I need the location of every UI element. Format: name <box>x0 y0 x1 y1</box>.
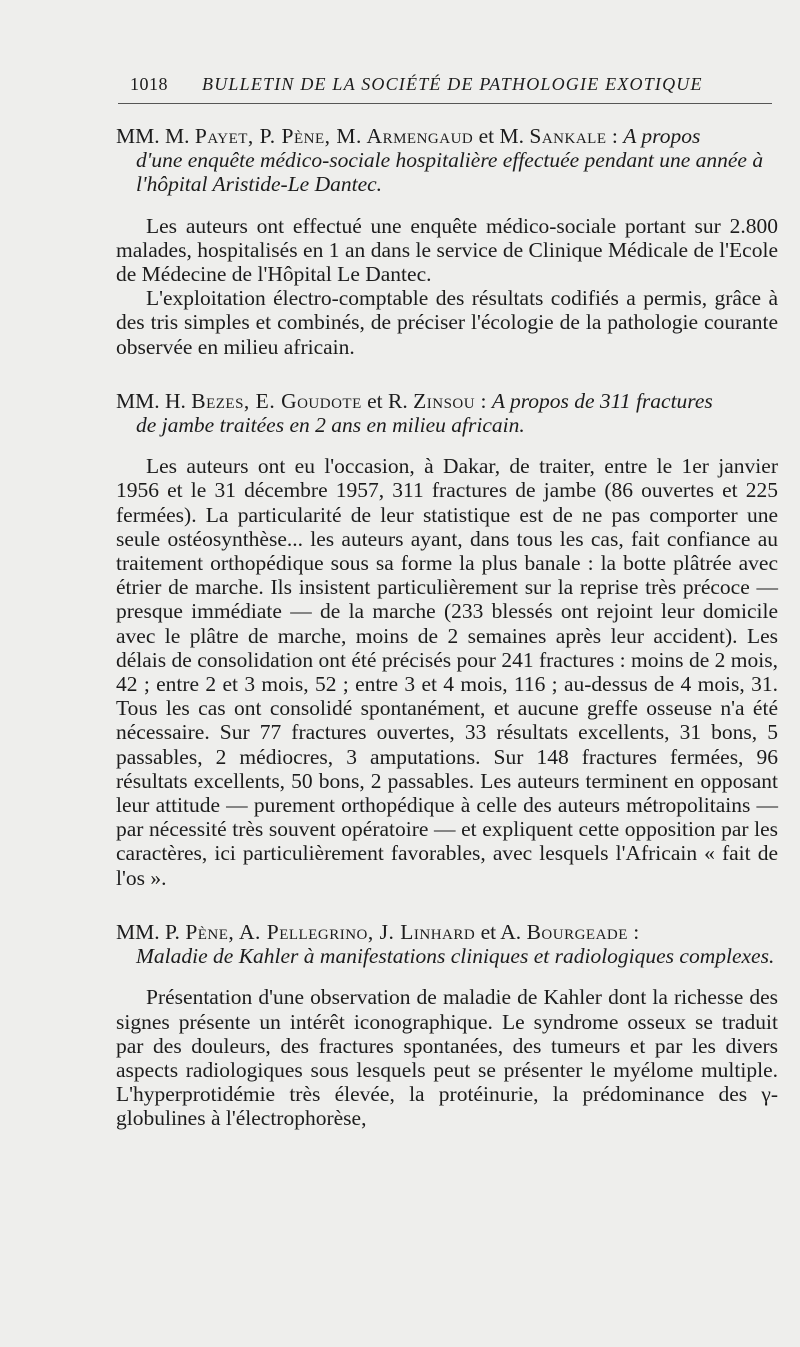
entry-title: d'une enquête médico-sociale hospitalière effectuée pendant une année à l'hôpital Aristide-Le Dantec. <box>136 148 764 197</box>
journal-title: BULLETIN DE LA SOCIÉTÉ DE PATHOLOGIE EXOTIQUE <box>202 74 703 94</box>
entry-heading <box>116 389 778 437</box>
spacer <box>116 359 778 389</box>
authors-mid: et M. <box>473 124 530 148</box>
abstract-paragraph: Présentation d'une observation de maladie de Kahler dont la richesse des signes présente un intérêt iconographique. Le syndrome osseux se traduit par des douleurs, des fractures spontanées, des tumeurs et par les divers aspects radiologiques sous lesquels peut se présenter le myélome multiple. L'hyperprotidémie très élevée, la protéinurie, la prédominance des γ-globulines à l'électrophorèse, <box>116 985 778 1131</box>
authors-last: Zinsou <box>413 388 476 413</box>
separator: : <box>475 388 492 413</box>
authors-names: Pène, A. Pellegrino, J. Linhard <box>185 919 476 944</box>
entry-title: de jambe traitées en 2 ans en milieu africain. <box>136 413 525 438</box>
abstract-paragraph: Les auteurs ont effectué une enquête médico-sociale portant sur 2.800 malades, hospitalisés en 1 an dans le service de Clinique Médicale de l'Ecole de Médecine de l'Hôpital Le Dantec. <box>116 213 778 287</box>
authors-mid: et A. <box>475 919 527 944</box>
authors-names: Payet, P. Pène, M. Armengaud <box>194 124 474 148</box>
entry-payet <box>116 124 778 359</box>
authors-mid: et R. <box>361 388 414 413</box>
title-lead: A propos de 311 fractures <box>491 388 713 413</box>
authors-last: Sankale <box>529 124 607 148</box>
authors-names: Bezes, E. Goudote <box>191 388 362 413</box>
authors-prefix: MM. M. <box>116 124 195 148</box>
abstract-paragraph: L'exploitation électro-comptable des résultats codifiés a permis, grâce à des tris simples et combinés, de préciser l'écologie de la pathologie courante observée en milieu africain. <box>116 286 778 359</box>
entry-heading <box>116 920 778 968</box>
authors-last: Bourgeade <box>526 919 628 944</box>
spacer <box>116 890 778 920</box>
authors-prefix: MM. P. <box>116 919 186 944</box>
abstract-paragraph: Les auteurs ont eu l'occasion, à Dakar, de traiter, entre le 1er janvier 1956 et le 31 décembre 1957, 311 fractures de jambe (86 ouvertes et 225 fermées). La particularité de leur statistique est de ne pas comporter une seule ostéosynthèse... les auteurs ayant, dans tous les cas, fait confiance au traitement orthopédique sous sa forme la plus banale : la botte plâtrée avec étrier de marche. Ils insistent particulièrement sur la reprise très précoce — presque immédiate — de la marche (233 blessés ont rejoint leur domicile avec le plâtre de marche, moins de 2 semaines après leur accident). Les délais de consolidation ont été précisés pour 241 fractures : moins de 2 mois, 42 ; entre 2 et 3 mois, 52 ; entre 3 et 4 mois, 116 ; au-dessus de 4 mois, 31. Tous les cas ont consolidé spontanément, et aucune greffe osseuse n'a été nécessaire. Sur 77 fractures ouvertes, 33 résultats excellents, 31 bons, 5 passables, 2 médiocres, 3 amputations. Sur 148 fractures fermées, 96 résultats excellents, 50 bons, 2 passables. Les auteurs terminent en opposant leur attitude — purement orthopédique à celle des auteurs métropolitains — par nécessité très souvent opératoire — et expliquent cette opposition par les caractères, ici particulièrement favorables, avec lesquels l'Africain « fait de l'os ». <box>116 454 778 890</box>
entry-title: Maladie de Kahler à manifestations cliniques et radiologiques complexes. <box>136 944 775 969</box>
separator: : <box>606 124 624 148</box>
header-rule <box>118 103 772 104</box>
entry-bezes <box>116 389 778 890</box>
authors-prefix: MM. H. <box>116 388 192 413</box>
entry-heading <box>116 124 778 197</box>
page-number: 1018 <box>130 74 168 94</box>
entry-pene <box>116 920 778 1131</box>
separator: : <box>627 919 640 944</box>
title-lead: A propos <box>623 124 701 148</box>
page-body <box>116 124 778 1131</box>
